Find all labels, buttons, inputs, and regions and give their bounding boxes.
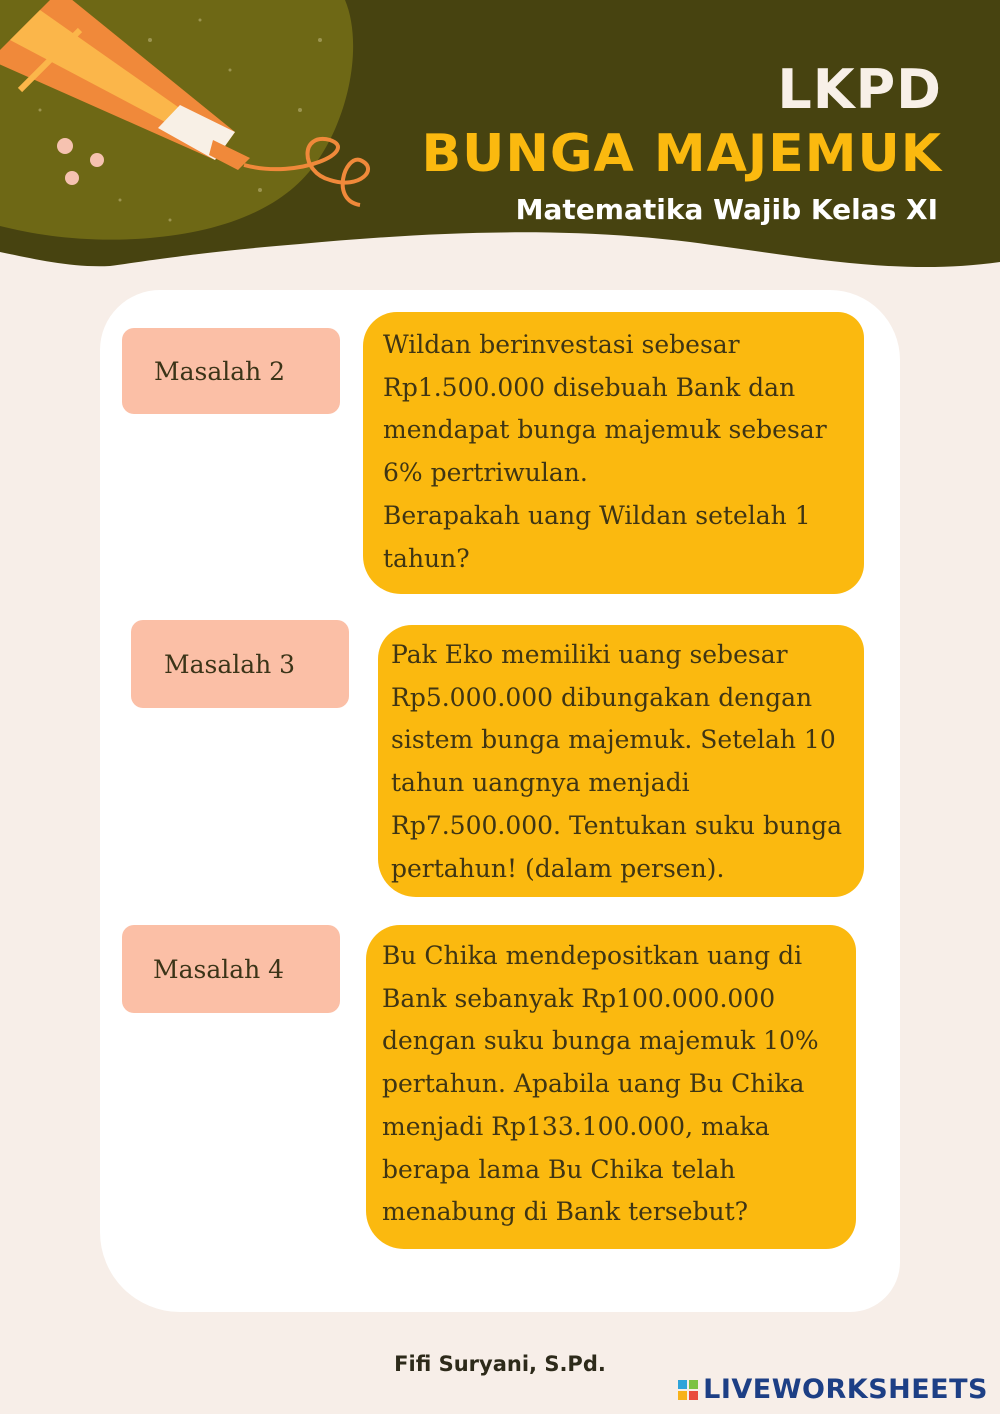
title-bunga-majemuk: BUNGA MAJEMUK (421, 124, 942, 184)
problem-label-4: Masalah 4 (122, 925, 340, 1013)
problem-card-4 (366, 925, 856, 1249)
problem-card-2 (363, 312, 864, 594)
subtitle: Matematika Wajib Kelas XI (515, 193, 938, 226)
liveworksheets-logo (678, 1374, 988, 1405)
problem-card-3 (378, 625, 864, 897)
liveworksheets-icon (678, 1380, 698, 1400)
problem-text-2: Wildan berinvestasi sebesar Rp1.500.000 disebuah Bank dan mendapat bunga majemuk sebesar 6% pertriwulan. Berapakah uang Wildan setelah 1 tahun? (383, 330, 827, 573)
problem-label-2: Masalah 2 (122, 328, 340, 414)
problem-text-4: Bu Chika mendepositkan uang di Bank sebanyak Rp100.000.000 dengan suku bunga majemuk 10% pertahun. Apabila uang Bu Chika menjadi Rp133.100.000, maka berapa lama Bu Chika telah menabung di Bank tersebut? (382, 941, 819, 1227)
title-lkpd: LKPD (777, 58, 942, 121)
liveworksheets-text: LIVEWORKSHEETS (703, 1374, 988, 1405)
author-name: Fifi Suryani, S.Pd. (394, 1352, 606, 1376)
problem-text-3: Pak Eko memiliki uang sebesar Rp5.000.000 dibungakan dengan sistem bunga majemuk. Setelah 10 tahun uangnya menjadi Rp7.500.000. Tentukan suku bunga pertahun! (dalam persen). (391, 640, 843, 883)
problem-label-3: Masalah 3 (131, 620, 349, 708)
